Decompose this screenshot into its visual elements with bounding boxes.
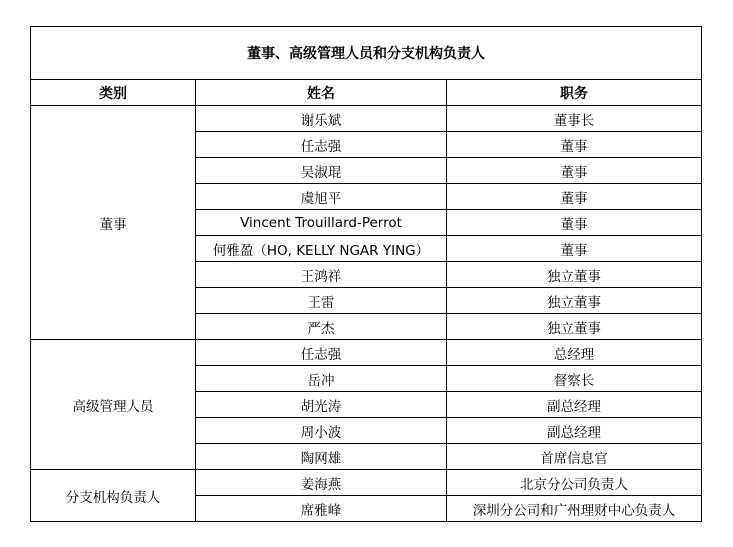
category-cell: 分支机构负责人: [31, 470, 196, 522]
name-cell: 任志强: [196, 340, 447, 366]
header-category: 类别: [31, 80, 196, 106]
header-name: 姓名: [196, 80, 447, 106]
position-cell: 总经理: [447, 340, 702, 366]
name-cell: 胡光涛: [196, 392, 447, 418]
table-title: 董事、高级管理人员和分支机构负责人: [31, 27, 702, 80]
position-cell: 董事: [447, 210, 702, 236]
table-row: [31, 106, 702, 132]
name-cell: 谢乐斌: [196, 106, 447, 132]
position-cell: 独立董事: [447, 288, 702, 314]
position-cell: 深圳分公司和广州理财中心负责人: [447, 496, 702, 522]
position-cell: 北京分公司负责人: [447, 470, 702, 496]
position-cell: 副总经理: [447, 392, 702, 418]
table-header-row: [31, 80, 702, 106]
name-cell: 席雅峰: [196, 496, 447, 522]
table-row: [31, 340, 702, 366]
table-title-row: [31, 27, 702, 80]
position-cell: 董事: [447, 132, 702, 158]
position-cell: 首席信息官: [447, 444, 702, 470]
name-cell: Vincent Trouillard-Perrot: [196, 210, 447, 236]
personnel-table: [30, 26, 702, 522]
position-cell: 督察长: [447, 366, 702, 392]
position-cell: 副总经理: [447, 418, 702, 444]
position-cell: 独立董事: [447, 314, 702, 340]
table-row: [31, 470, 702, 496]
name-cell: 任志强: [196, 132, 447, 158]
name-cell: 姜海燕: [196, 470, 447, 496]
name-cell: 陶网雄: [196, 444, 447, 470]
header-position: 职务: [447, 80, 702, 106]
position-cell: 独立董事: [447, 262, 702, 288]
position-cell: 董事: [447, 236, 702, 262]
category-cell: 董事: [31, 106, 196, 340]
position-cell: 董事: [447, 158, 702, 184]
name-cell: 虞旭平: [196, 184, 447, 210]
position-cell: 董事: [447, 184, 702, 210]
table-body: [31, 106, 702, 522]
name-cell: 周小波: [196, 418, 447, 444]
name-cell: 王雷: [196, 288, 447, 314]
name-cell: 吴淑琨: [196, 158, 447, 184]
name-cell: 岳冲: [196, 366, 447, 392]
position-cell: 董事长: [447, 106, 702, 132]
category-cell: 高级管理人员: [31, 340, 196, 470]
name-cell: 王鸿祥: [196, 262, 447, 288]
name-cell: 何雅盈（HO, KELLY NGAR YING）: [196, 236, 447, 262]
name-cell: 严杰: [196, 314, 447, 340]
